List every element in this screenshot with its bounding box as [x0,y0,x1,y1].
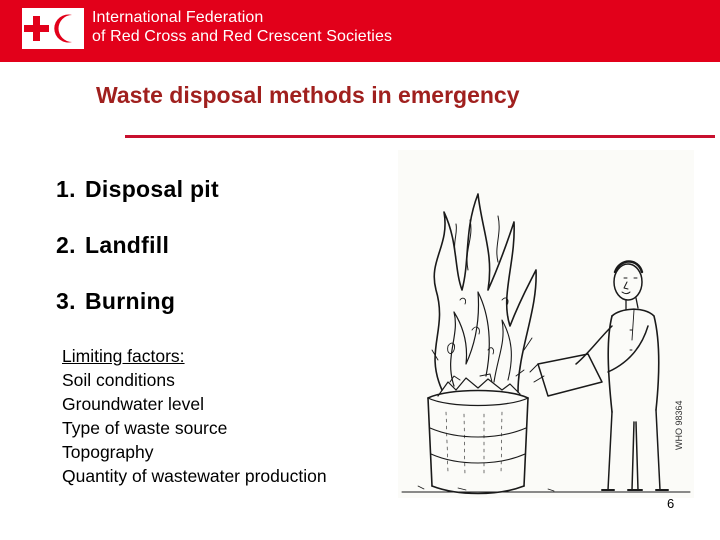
burning-illustration [398,150,694,498]
org-name-line1: International Federation [92,9,264,26]
methods-list [56,176,219,344]
title-divider [125,135,715,138]
limiting-factors-heading: Limiting factors: [62,346,185,366]
header-bar [0,0,720,62]
factor-item: Topography [62,442,154,462]
factor-item: Soil conditions [62,370,175,390]
factor-item: Quantity of wastewater production [62,466,327,486]
factor-item: Type of waste source [62,418,228,438]
limiting-factors [62,344,327,488]
method-label: Burning [85,288,176,314]
org-name-line2: of Red Cross and Red Crescent Societies [92,28,393,45]
ifrc-logo [22,8,84,49]
method-number: 1. [56,176,76,202]
method-item-burning [56,288,219,316]
slide-title: Waste disposal methods in emergency [96,82,520,108]
factor-item: Groundwater level [62,394,205,414]
method-number: 3. [56,288,76,314]
method-number: 2. [56,232,76,258]
method-label: Disposal pit [85,176,219,202]
illustration-code: WHO 98364 [674,400,684,450]
page-number: 6 [667,496,675,511]
method-label: Landfill [85,232,170,258]
method-item-disposal-pit [56,176,219,204]
method-item-landfill [56,232,219,260]
